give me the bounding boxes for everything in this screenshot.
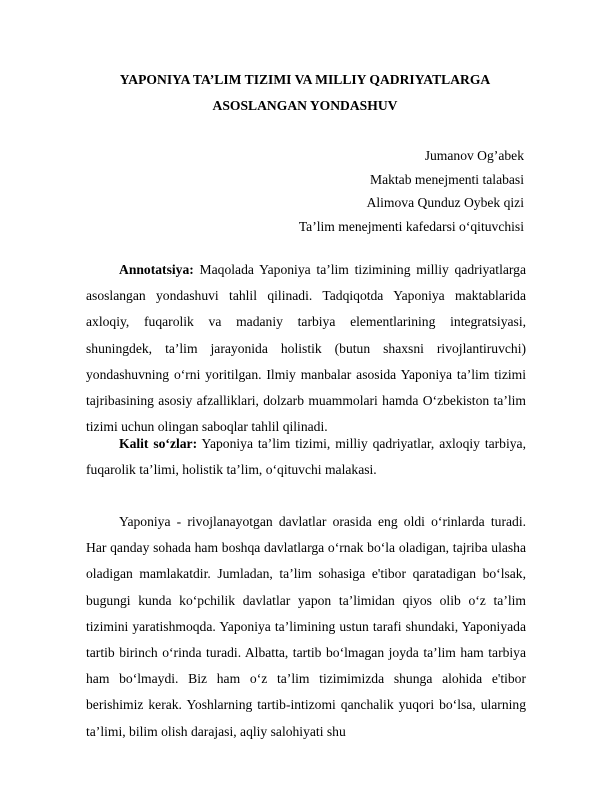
article-title: [84, 67, 526, 119]
keywords-section: [86, 431, 526, 483]
author-name-2: Alimova Qunduz Oybek qizi: [366, 195, 524, 210]
abstract-section: [86, 257, 526, 440]
body-section: [86, 509, 526, 745]
abstract-label: Annotatsiya:: [119, 262, 194, 277]
author-affiliation-2: Ta’lim menejmenti kafedarsi o‘qituvchisi: [298, 218, 524, 234]
keywords-paragraph: [86, 431, 526, 483]
keywords-text: Yaponiya ta’lim tizimi, milliy qadriyatlar, axloqiy tarbiya, fuqarolik ta’limi, holistik ta’lim, o‘qituvchi malakasi.: [86, 436, 526, 478]
abstract-paragraph: [86, 257, 526, 440]
title-line-1: YAPONIYA TA’LIM TIZIMI VA MILLIY QADRIYATLARGA: [119, 72, 491, 87]
author-name-1: Jumanov Og’abek: [424, 148, 524, 163]
body-paragraph: Yaponiya - rivojlanayotgan davlatlar orasida eng oldi o‘rinlarda turadi. Har qanday sohada ham boshqa davlatlarga o‘rnak bo‘la oladigan, tajriba ulasha oladigan mamlakatdir. Jumladan, ta’lim sohasiga e'tibor qaratadigan bo‘lsak, bugungi kunda ko‘pchilik davlatlar yapon ta’limidan qiyos olib o‘z ta’lim tizimini yaratishmoqda. Yaponiya ta’limining ustun tarafi shundaki, Yaponiyada tartib birinch o‘rinda turadi. Albatta, tartib bo‘lmagan joyda ta’lim ham tarbiya ham bo‘lmaydi. Biz ham o‘z ta’lim tizimimizda shunga alohida e'tibor berishimiz kerak. Yoshlarning tartib-intizomi qanchalik yuqori bo‘lsa, ularning ta’limi, bilim olish darajasi, aqliy salohiyati shu: [86, 514, 526, 739]
title-line-2: ASOSLANGAN YONDASHUV: [212, 98, 398, 113]
author-affiliation-1: Maktab menejmenti talabasi: [369, 171, 524, 187]
keywords-label: Kalit so‘zlar:: [119, 436, 198, 451]
author-block: [299, 144, 524, 238]
abstract-text: Maqolada Yaponiya ta’lim tizimining milliy qadriyatlarga asoslangan yondashuvi tahlil qilinadi. Tadqiqotda Yaponiya maktablarida axloqiy, fuqarolik va madaniy tarbiya elementlarining integratsiyasi, shuningdek, ta’lim jarayonida holistik (butun shaxsni rivojlantiruvchi) yondashuvning o‘rni yoritilgan. Ilmiy manbalar asosida Yaponiya ta’lim tizimi tajribasining asosiy afzalliklari, dolzarb muammolari hamda O‘zbekiston ta’lim tizimi uchun olingan saboqlar tahlil qilinadi.: [86, 262, 526, 435]
